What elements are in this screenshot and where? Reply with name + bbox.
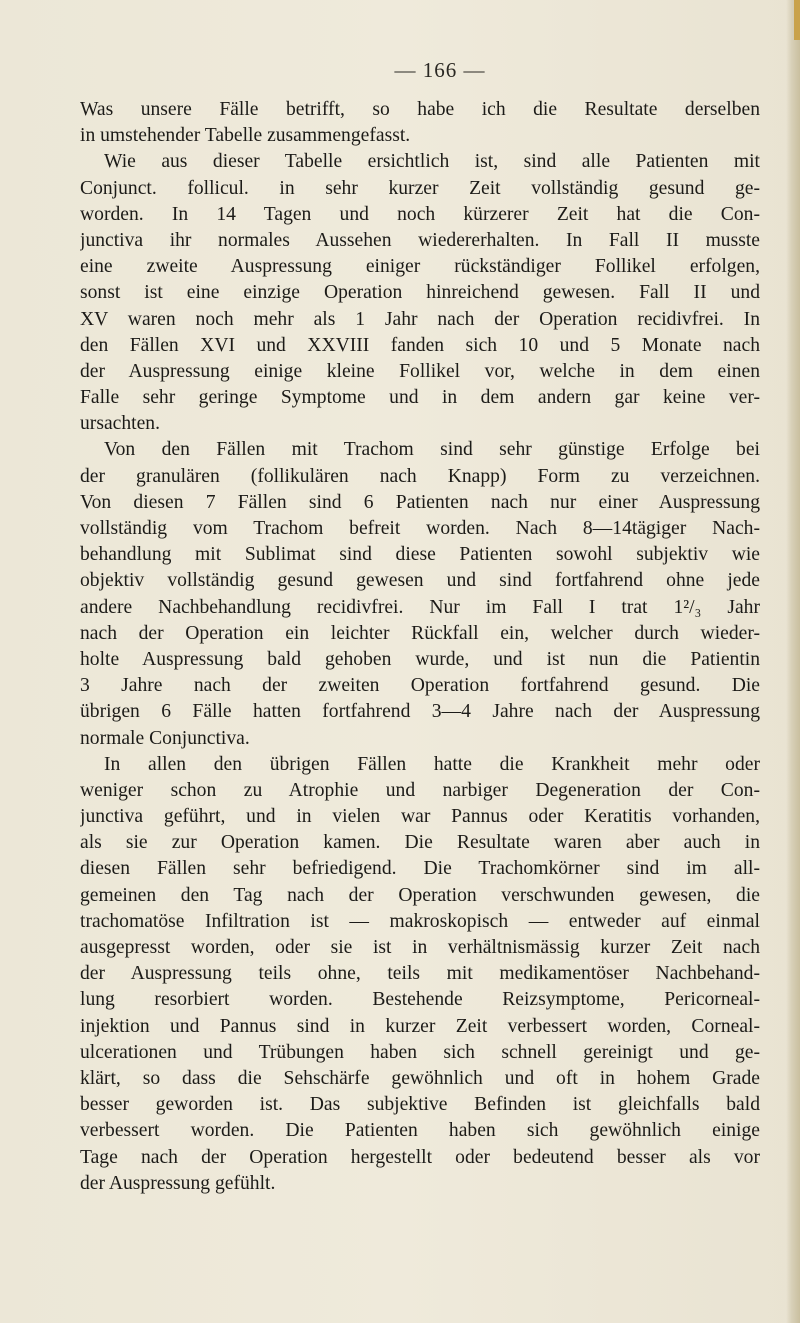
page-edge-shadow (786, 0, 800, 1323)
text-line: diesen Fällen sehr befriedigend. Die Trachomkörner sind im all- (80, 858, 760, 880)
text-line: als sie zur Operation kamen. Die Resultate waren aber auch in (80, 832, 760, 854)
text-line: gemeinen den Tag nach der Operation verschwunden gewesen, die (80, 884, 760, 906)
text-line: weniger schon zu Atrophie und narbiger Degeneration der Con- (80, 779, 760, 801)
text-line: der Auspressung teils ohne, teils mit medikamentöser Nachbehand- (80, 963, 760, 985)
text-line: trachomatöse Infiltration ist — makroskopisch — entweder auf einmal (80, 910, 760, 932)
text-line: in umstehender Tabelle zusammengefasst. (80, 125, 411, 147)
text-line: normale Conjunctiva. (80, 727, 250, 749)
text-line: der Auspressung einige kleine Follikel vor, welche in dem einen (80, 360, 760, 382)
text-line: Was unsere Fälle betrifft, so habe ich die Resultate derselben (80, 99, 760, 120)
text-line: ursachten. (80, 413, 160, 435)
text-line: eine zweite Auspressung einiger rückständiger Follikel erfolgen, (80, 256, 760, 278)
text-line: behandlung mit Sublimat sind diese Patienten sowohl subjektiv wie (80, 544, 760, 566)
body-text (80, 97, 760, 1197)
text-line: verbessert worden. Die Patienten haben sich gewöhnlich einige (80, 1120, 760, 1142)
text-line: andere Nachbehandlung recidivfrei. Nur im Fall I trat 1²/₃ Jahr (80, 596, 760, 618)
text-line: der granulären (follikulären nach Knapp) Form zu verzeichnen. (80, 465, 760, 487)
text-line: den Fällen XVI und XXVIII fanden sich 10 und 5 Monate nach (80, 334, 760, 356)
text-line: ausgepresst worden, oder sie ist in verhältnismässig kurzer Zeit nach (80, 937, 760, 958)
text-line: übrigen 6 Fälle hatten fortfahrend 3—4 Jahre nach der Auspressung (80, 701, 760, 723)
text-line: besser geworden ist. Das subjektive Befinden ist gleichfalls bald (80, 1094, 760, 1116)
text-line: vollständig vom Trachom befreit worden. Nach 8—14tägiger Nach- (80, 518, 760, 539)
text-line: ulcerationen und Trübungen haben sich schnell gereinigt und ge- (80, 1041, 760, 1063)
text-line: Conjunct. follicul. in sehr kurzer Zeit vollständig gesund ge- (80, 177, 760, 199)
text-line: XV waren noch mehr als 1 Jahr nach der Operation recidivfrei. In (80, 308, 760, 330)
text-line: worden. In 14 Tagen und noch kürzerer Zeit hat die Con- (80, 203, 760, 225)
text-line: der Auspressung gefühlt. (80, 1172, 276, 1194)
text-line: junctiva ihr normales Aussehen wiedererhalten. In Fall II musste (80, 229, 760, 251)
text-line: In allen den übrigen Fällen hatte die Krankheit mehr oder (104, 753, 760, 775)
text-line: holte Auspressung bald gehoben wurde, und ist nun die Patientin (80, 648, 760, 670)
text-line: lung resorbiert worden. Bestehende Reizsymptome, Pericorneal- (80, 989, 760, 1011)
text-line: sonst ist eine einzige Operation hinreichend gewesen. Fall II und (80, 282, 760, 304)
text-line: injektion und Pannus sind in kurzer Zeit verbessert worden, Corneal- (80, 1015, 760, 1037)
text-line: junctiva geführt, und in vielen war Pannus oder Keratitis vorhanden, (80, 806, 760, 828)
text-line: Von diesen 7 Fällen sind 6 Patienten nach nur einer Auspressung (80, 491, 760, 513)
text-line: Wie aus dieser Tabelle ersichtlich ist, sind alle Patienten mit (104, 151, 760, 173)
text-line: klärt, so dass die Sehschärfe gewöhnlich und oft in hohem Grade (80, 1067, 760, 1089)
text-line: nach der Operation ein leichter Rückfall ein, welcher durch wieder- (80, 622, 760, 644)
text-line: Tage nach der Operation hergestellt oder bedeutend besser als vor (80, 1146, 760, 1168)
text-line: Falle sehr geringe Symptome und in dem andern gar keine ver- (80, 387, 760, 409)
text-line: objektiv vollständig gesund gewesen und sind fortfahrend ohne jede (80, 570, 760, 592)
page-edge-mark (794, 0, 800, 40)
text-line: Von den Fällen mit Trachom sind sehr günstige Erfolge bei (104, 439, 760, 461)
page-number: — 166 — (394, 58, 486, 82)
text-line: 3 Jahre nach der zweiten Operation fortfahrend gesund. Die (80, 675, 760, 697)
